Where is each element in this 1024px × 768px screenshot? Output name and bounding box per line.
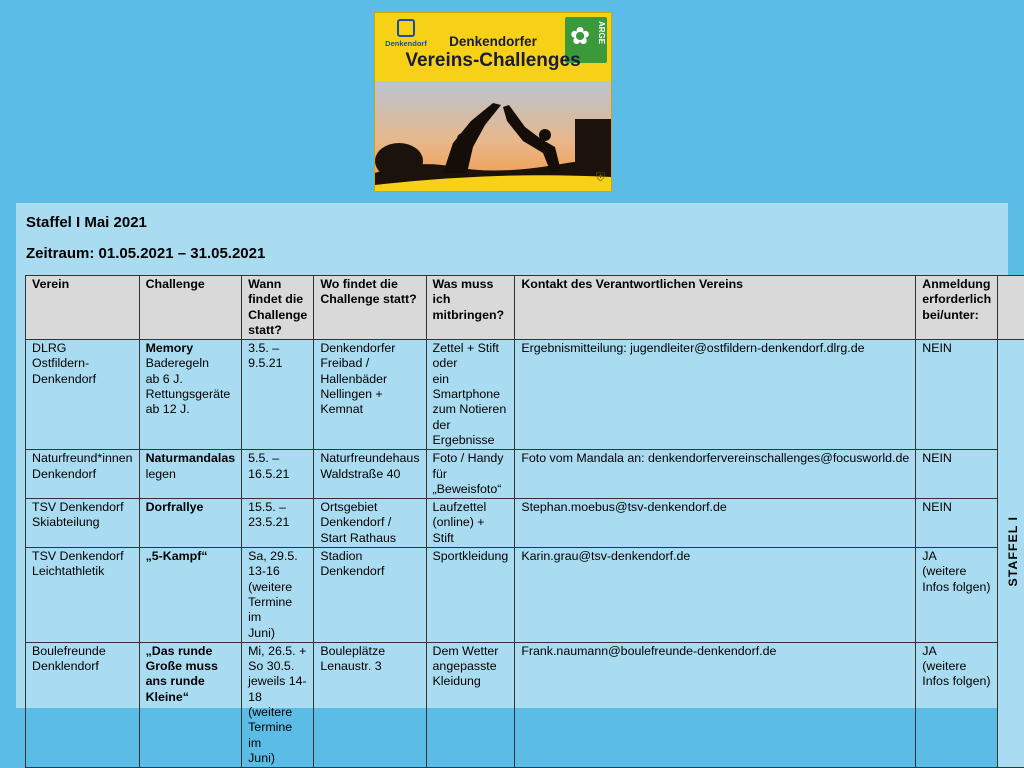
cell-kontakt: Stephan.moebus@tsv-denkendorf.de (515, 499, 916, 548)
cell-anmeldung: NEIN (916, 499, 998, 548)
cell-verein: Naturfreund*innen Denkendorf (26, 450, 140, 499)
cell-verein: DLRG Ostfildern- Denkendorf (26, 340, 140, 450)
challenge-title: Dorfrallye (146, 500, 204, 514)
cell-wann: 3.5. – 9.5.21 (242, 340, 314, 450)
poster-title-line1: Denkendorfer (375, 34, 611, 49)
cell-wann: Sa, 29.5. 13-16 (weitere Termine im Juni) (242, 548, 314, 643)
cell-kontakt: Foto vom Mandala an: denkendorfervereinschallenges@focusworld.de (515, 450, 916, 499)
cell-wo: Stadion Denkendorf (314, 548, 426, 643)
cell-challenge (139, 499, 242, 548)
cell-challenge (139, 642, 242, 767)
cell-wann: 5.5. – 16.5.21 (242, 450, 314, 499)
cell-challenge (139, 450, 242, 499)
cell-kontakt: Ergebnismitteilung: jugendleiter@ostfildern-denkendorf.dlrg.de (515, 340, 916, 450)
column-header-wann: Wann findet die Challenge statt? (242, 276, 314, 340)
challenge-detail: legen (146, 467, 176, 481)
challenge-title: Memory (146, 341, 194, 355)
poster-title-line2: Vereins-Challenges (375, 50, 611, 72)
period-heading: Zeitraum: 01.05.2021 – 31.05.2021 (26, 245, 265, 262)
table-row (26, 340, 1024, 450)
column-header-anmeldung: Anmeldung erforderlich bei/unter: (916, 276, 998, 340)
cell-challenge (139, 340, 242, 450)
column-header-wo: Wo findet die Challenge statt? (314, 276, 426, 340)
cell-challenge (139, 548, 242, 643)
column-header-challenge: Challenge (139, 276, 242, 340)
cell-was: Zettel + Stift oder ein Smartphone zum Notieren der Ergebnisse (426, 340, 515, 450)
challenge-title: „Das runde Große muss ans runde Kleine“ (146, 644, 218, 704)
table-header-row (26, 276, 1024, 340)
cell-anmeldung: JA (weitere Infos folgen) (916, 642, 998, 767)
cell-kontakt: Karin.grau@tsv-denkendorf.de (515, 548, 916, 643)
cell-was: Dem Wetter angepasste Kleidung (426, 642, 515, 767)
cell-kontakt: Frank.naumann@boulefreunde-denkendorf.de (515, 642, 916, 767)
table-row (26, 450, 1024, 499)
arge-label: ARGE (597, 21, 606, 44)
cell-wann: Mi, 26.5. + So 30.5. jeweils 14-18 (weitere Termine im Juni) (242, 642, 314, 767)
staffel-side-label-cell (998, 340, 1024, 768)
seal-icon: ⛨ (596, 170, 605, 185)
table-row (26, 499, 1024, 548)
column-header-blank (998, 276, 1024, 340)
challenges-table (25, 275, 1024, 768)
logo-brand-text: Denkendorf (380, 39, 432, 48)
cell-wo: Denkendorfer Freibad / Hallenbäder Nellingen + Kemnat (314, 340, 426, 450)
cell-was: Sportkleidung (426, 548, 515, 643)
cell-wo: Naturfreundehaus Waldstraße 40 (314, 450, 426, 499)
cell-anmeldung: NEIN (916, 340, 998, 450)
table-row (26, 548, 1024, 643)
challenge-title: „5-Kampf“ (146, 549, 208, 563)
challenge-detail: Baderegeln ab 6 J. Rettungsgeräte ab 12 J. (146, 356, 231, 416)
column-header-kontakt: Kontakt des Verantwortlichen Vereins (515, 276, 916, 340)
staffel-side-label: STAFFEL I (1006, 516, 1021, 587)
challenge-title: Naturmandalas (146, 451, 236, 465)
cell-anmeldung: NEIN (916, 450, 998, 499)
header-poster (375, 13, 611, 191)
cell-verein: TSV Denkendorf Leichtathletik (26, 548, 140, 643)
cell-verein: Boulefreunde Denklendorf (26, 642, 140, 767)
table-row (26, 642, 1024, 767)
cell-was: Laufzettel (online) + Stift (426, 499, 515, 548)
flower-icon: ✿ (570, 25, 590, 49)
cell-wann: 15.5. – 23.5.21 (242, 499, 314, 548)
cell-verein: TSV Denkendorf Skiabteilung (26, 499, 140, 548)
cell-anmeldung: JA (weitere Infos folgen) (916, 548, 998, 643)
cell-wo: Ortsgebiet Denkendorf / Start Rathaus (314, 499, 426, 548)
column-header-verein: Verein (26, 276, 140, 340)
cell-was: Foto / Handy für „Beweisfoto“ (426, 450, 515, 499)
content-panel (16, 203, 1008, 708)
sunset-acrobatics-photo (375, 81, 611, 191)
cell-wo: Bouleplätze Lenaustr. 3 (314, 642, 426, 767)
section-heading: Staffel I Mai 2021 (26, 214, 147, 231)
column-header-was: Was muss ich mitbringen? (426, 276, 515, 340)
